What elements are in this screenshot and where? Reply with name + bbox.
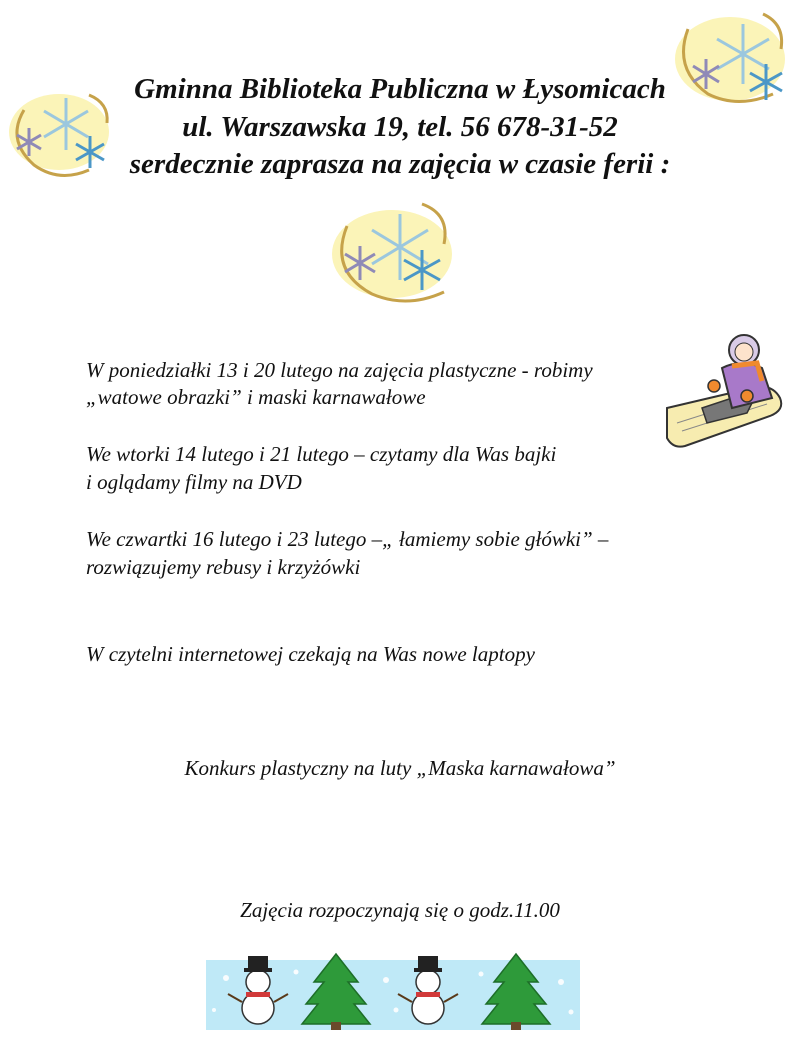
library-address: ul. Warszawska 19, tel. 56 678-31-52 [182,111,618,143]
library-name: Gminna Biblioteka Publiczna w Łysomicach [134,73,666,105]
activity-tuesday-line1: We wtorki 14 lutego i 21 lutego – czytamy dla Was bajki [86,442,557,466]
contest-note: Konkurs plastyczny na luty „Maska karnawałowa” [184,756,616,780]
activity-monday-line1: W poniedziałki 13 i 20 lutego na zajęcia plastyczne - robimy [86,358,593,382]
snowflake-cluster-center-icon [322,196,462,308]
activity-monday-line2: „watowe obrazki” i maski karnawałowe [86,385,426,409]
laptops-note: W czytelni internetowej czekają na Was nowe laptopy [86,642,535,666]
activity-tuesday-line2: i oglądamy filmy na DVD [86,470,302,494]
snowmen-and-trees-banner [206,950,580,1030]
activity-thursday-line1: We czwartki 16 lutego i 23 lutego –„ łamiemy sobie główki” – [86,527,609,551]
child-on-sled-icon [662,328,788,456]
invitation-line: serdecznie zaprasza na zajęcia w czasie ferii : [129,148,671,180]
activity-thursday-line2: rozwiązujemy rebusy i krzyżówki [86,555,361,579]
start-time-note: Zajęcia rozpoczynają się o godz.11.00 [240,898,560,922]
